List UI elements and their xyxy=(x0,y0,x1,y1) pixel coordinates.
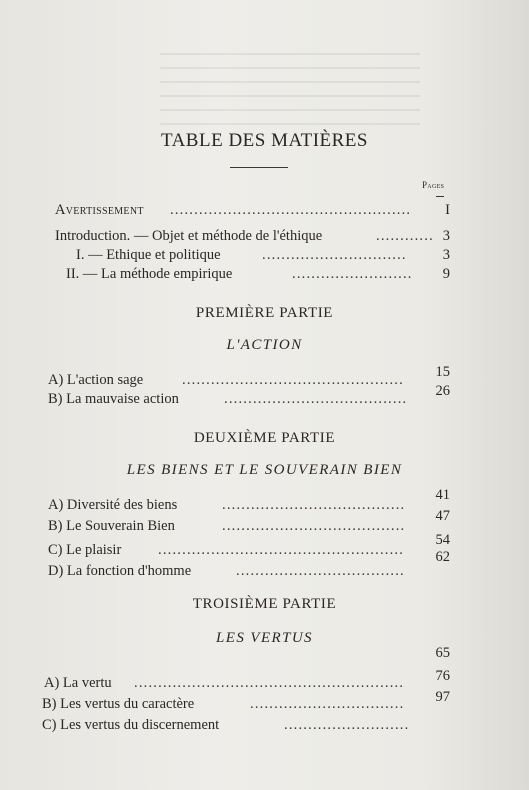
leader-dots: .............................................. xyxy=(182,372,404,388)
toc-entry-page: I xyxy=(445,202,450,218)
part-heading: PREMIÈRE PARTIE xyxy=(195,305,334,321)
toc-entry-label: Introduction. — Objet et méthode de l'éthique xyxy=(55,228,323,244)
toc-entry-label: B) Les vertus du caractère xyxy=(42,696,195,712)
leader-dots: ................................... xyxy=(236,563,405,579)
toc-entry-label: C) Le plaisir xyxy=(48,542,122,558)
leader-dots: .......................... xyxy=(284,717,410,733)
part-subtitle: LES VERTUS xyxy=(216,630,313,646)
leader-dots: ...................................... xyxy=(222,518,406,534)
part-heading: DEUXIÈME PARTIE xyxy=(193,430,336,446)
toc-entry-label: C) Les vertus du discernement xyxy=(42,717,220,733)
pages-column-label: Pages xyxy=(422,180,445,190)
leader-dots: ................................ xyxy=(250,696,405,712)
toc-entry-label: Avertissement xyxy=(55,202,144,218)
toc-entry-page: 76 xyxy=(435,668,450,684)
part-subtitle: LES BIENS ET LE SOUVERAIN BIEN xyxy=(126,462,403,478)
leader-dots: .................................................. xyxy=(170,202,412,218)
toc-entry-label: B) Le Souverain Bien xyxy=(48,518,175,534)
pages-column-rule xyxy=(436,196,444,197)
toc-entry-page: 97 xyxy=(435,689,450,705)
toc-entry-page: 26 xyxy=(435,383,450,399)
toc-entry-label: A) Diversité des biens xyxy=(48,497,178,513)
toc-entry-label: II. — La méthode empirique xyxy=(66,266,233,282)
toc-entry-page: 9 xyxy=(442,266,450,282)
toc-entry-page: 3 xyxy=(442,228,450,244)
toc-entry-page: 3 xyxy=(442,247,450,263)
toc-entry-label: A) L'action sage xyxy=(48,372,144,388)
leader-dots: ........................................................ xyxy=(134,675,405,691)
toc-entry-page: 41 xyxy=(435,487,450,503)
part-heading: TROISIÈME PARTIE xyxy=(192,596,337,612)
leader-dots: ...................................... xyxy=(222,497,406,513)
leader-dots: ............ xyxy=(376,228,434,244)
leader-dots: ................................................... xyxy=(158,542,405,558)
toc-entry-label: D) La fonction d'homme xyxy=(48,563,192,579)
toc-entry-label: A) La vertu xyxy=(44,675,112,691)
show-through-text xyxy=(160,45,420,125)
toc-entry-label: I. — Ethique et politique xyxy=(76,247,221,263)
toc-entry-label: B) La mauvaise action xyxy=(48,391,179,407)
leader-dots: ......................... xyxy=(292,266,413,282)
toc-entry-page: 15 xyxy=(435,364,450,380)
part-subtitle: L'ACTION xyxy=(226,337,303,353)
leader-dots: .............................. xyxy=(262,247,407,263)
page-title: TABLE DES MATIÈRES xyxy=(161,130,368,151)
toc-entry-page: 65 xyxy=(435,645,450,661)
toc-entry-page: 47 xyxy=(435,508,450,524)
toc-entry-page: 62 xyxy=(435,549,450,565)
toc-entry-page: 54 xyxy=(435,532,450,548)
title-rule xyxy=(230,167,288,168)
leader-dots: ...................................... xyxy=(224,391,408,407)
